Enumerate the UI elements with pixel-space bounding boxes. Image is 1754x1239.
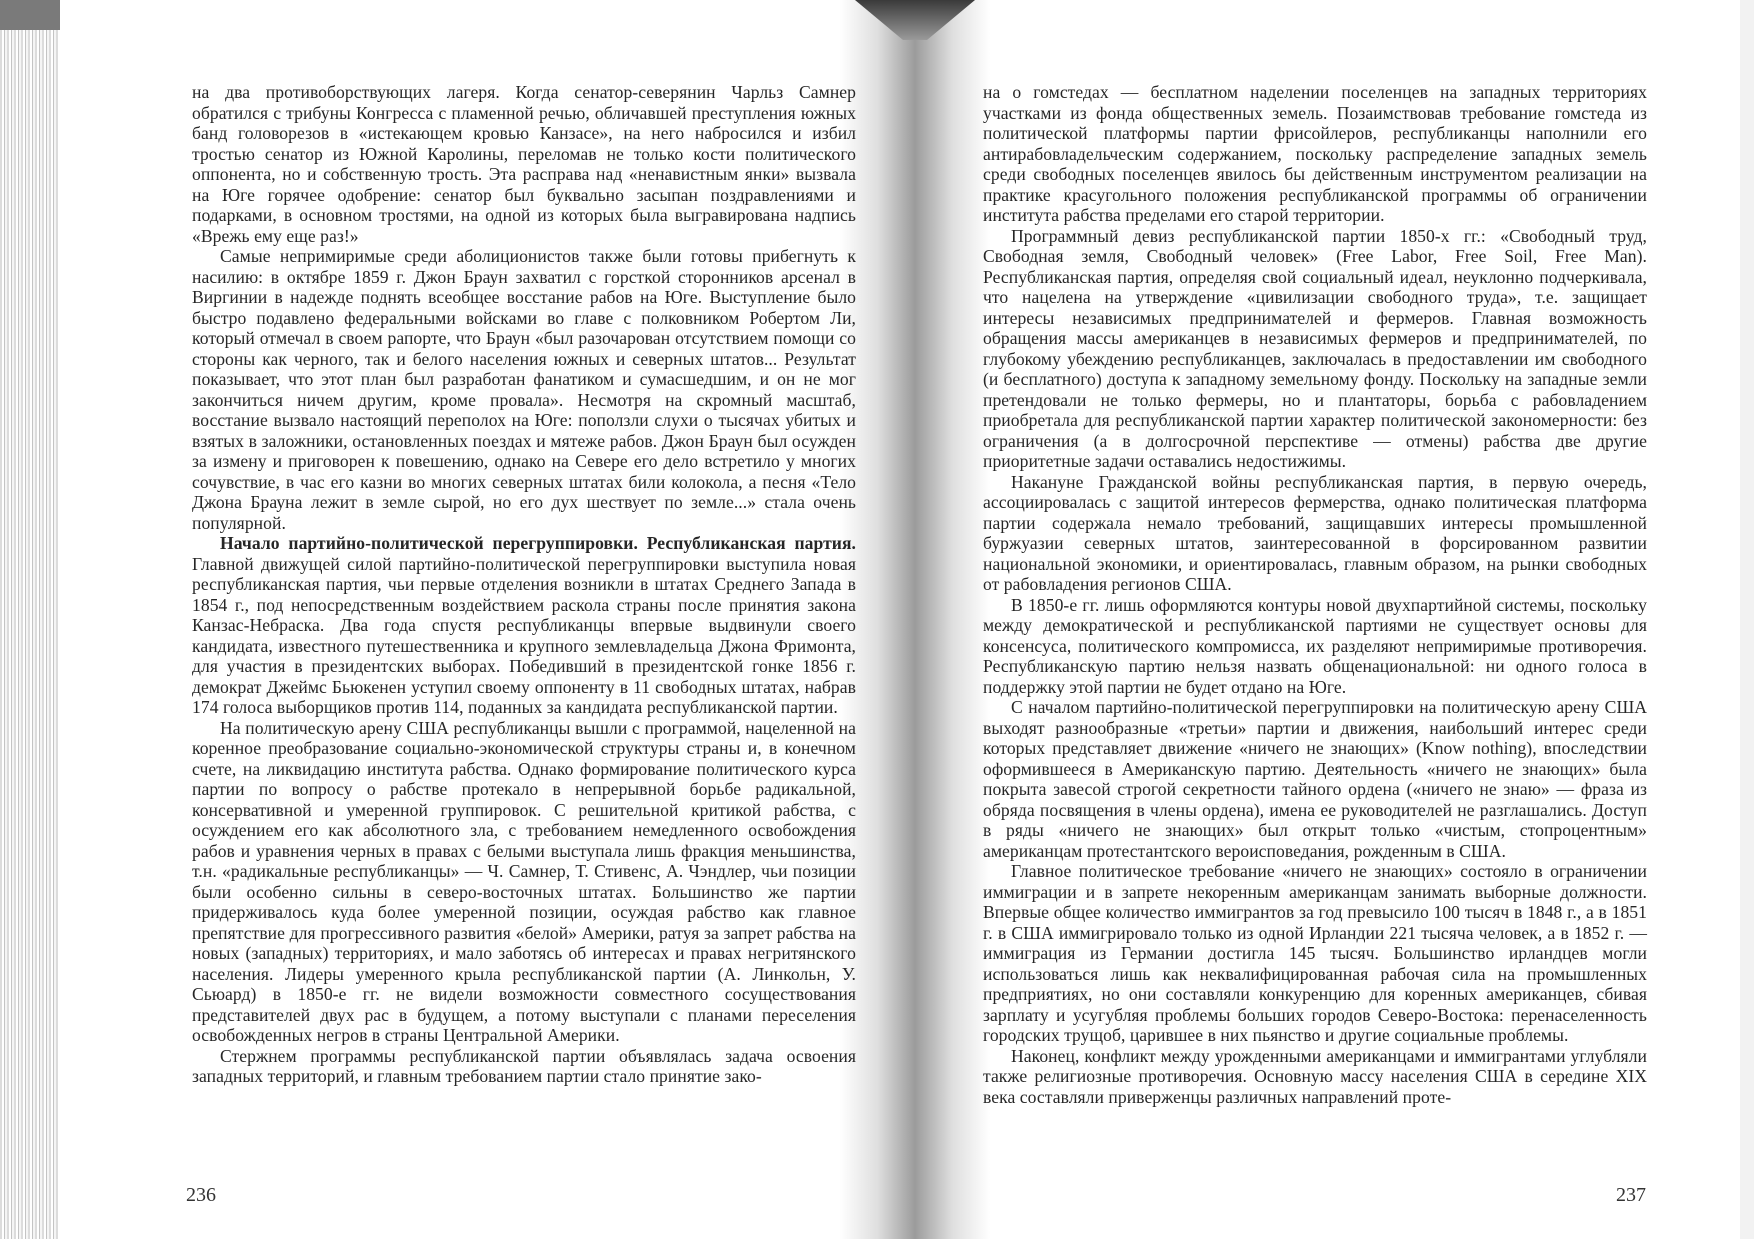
paragraph: на два противоборствующих лагеря. Когда сенатор-северянин Чарльз Самнер обратился с трибуны Конгресса с пламенной речью, обличавшей преступления южных банд головорезов в «истекающем кровью Канзасе», на него набросился и избил тростью сенатор из Южной Каролины, переломав не только кости политического оппонента, но и собственную трость. Эта расправа над «ненавистным янки» вызвала на Юге горячее одобрение: сенатор был буквально засыпан поздравлениями и подарками, в основном тростями, на одной из которых была выгравирована надпись «Врежь ему еще раз!» [192,82,856,246]
paragraph: Накануне Гражданской войны республиканская партия, в первую очередь, ассоциировалась с защитой интересов фермерства, однако политическая платформа партии содержала немало требований, защищавших интересы промышленной буржуазии северных штатов, заинтересованной в форсированном развитии национальной экономики, и ориентировалась, главным образом, на рынки свободных от рабовладения регионов США. [983,471,1647,594]
right-page-text [983,82,1647,1107]
left-page-edge [0,0,60,1239]
paragraph: Самые непримиримые среди аболиционистов также были готовы прибегнуть к насилию: в октябре 1859 г. Джон Браун захватил с горсткой сторонников арсенал в Виргинии в надежде поднять всеобщее восстание рабов на Юге. Выступление было быстро подавлено федеральными войсками во главе с полковником Робертом Ли, который отмечал в своем рапорте, что Браун «был разочарован отсутствием помощи со стороны как черного, так и белого населения южных и северных штатов... Результат показывает, что этот план был разработан фанатиком и сумасшедшим, и он не мог закончиться ничем другим, кроме провала». Несмотря на скромный масштаб, восстание вызвало настоящий переполох на Юге: поползли слухи о тысячах убитых и взятых в заложники, остановленных поездах и мятеже рабов. Джон Браун был осужден за измену и приговорен к повешению, однако на Севере его дело встретило у многих сочувствие, в час его казни во многих северных штатах били колокола, а песня «Тело Джона Брауна лежит в земле сырой, но его дух шествует по земле...» стала очень популярной. [192,246,856,533]
paragraph: Наконец, конфликт между урожденными американцами и иммигрантами углубляли также религиозные противоречия. Основную массу населения США в середине XIX века составляли приверженцы различных направлений проте- [983,1045,1647,1107]
paragraph: на о гомстедах — бесплатном наделении поселенцев на западных территориях участками из фонда общественных земель. Позаимствовав требование гомстеда из политической платформы партии фрисойлеров, республиканцы наполнили его антирабовладельческим содержанием, поскольку распределение западных земель среди свободных поселенцев явилось бы действенным инструментом реализации на практике красугольного положения республиканской программы об ограничении института рабства пределами его старой территории. [983,82,1647,225]
paragraph [192,533,856,718]
paragraph: Главное политическое требование «ничего не знающих» состояло в ограничении иммиграции и в запрете некоренным американцам занимать выборные должности. Впервые общее количество иммигрантов за год превысило 100 тысяч в 1848 г., а в 1851 г. в США иммигрировало только из одной Ирландии 221 тысяча человек, а в 1852 г. — иммиграция из Германии достигла 145 тысяч. Большинство ирландцев могли использоваться лишь как неквалифицированная рабочая сила на промышленных предприятиях, но они составляли конкуренцию для коренных американцев, сбивая зарплату и усугубляя проблемы больших городов Северо-Востока: перенаселенность городских трущоб, царившее в них пьянство и другие социальные проблемы. [983,861,1647,1045]
right-page-edge [1740,0,1754,1239]
paragraph: На политическую арену США республиканцы вышли с программой, нацеленной на коренное преобразование социально-экономической структуры страны и, в конечном счете, на ликвидацию института рабства. Однако формирование политического курса партии по вопросу о рабстве протекало в непрерывной борьбе радикальной, консервативной и умеренной группировок. С решительной критикой рабства, с осуждением его как абсолютного зла, с требованием немедленного освобождения рабов и уравнения черных в правах с белыми выступала лишь фракция меньшинства, т.н. «радикальные республиканцы» — Ч. Самнер, Т. Стивенс, А. Чэндлер, чьи позиции были особенно сильны в северо-восточных штатах. Большинство же партии придерживалось куда более умеренной позиции, осуждая рабство как главное препятствие для прогрессивного развития «белой» Америки, ратуя за запрет рабства на новых (западных) территориях, и мало заботясь об интересах и правах негритянского населения. Лидеры умеренного крыла республиканской партии (А. Линкольн, У. Сьюард) в 1850-е гг. не видели возможности совместного сосуществования представителей двух рас в будущем, а потому выступали с планами переселения освобожденных негров в страны Центральной Америки. [192,717,856,1045]
paragraph: Стержнем программы республиканской партии объявлялась задача освоения западных территорий, и главным требованием партии стало принятие зако- [192,1045,856,1086]
section-heading: Начало партийно-политической перегруппировки. Республиканская партия. [220,533,856,553]
paragraph-body: Главной движущей силой партийно-политической перегруппировки выступила новая республиканская партия, чьи первые отделения возникли в штатах Среднего Запада в 1854 г., под непосредственным воздействием раскола страны после принятия закона Канзас-Небраска. Два года спустя республиканцы впервые выдвинули своего кандидата, известного путешественника и крупного землевладельца Джона Фримонта, для участия в президентских выборах. Победивший в президентской гонке 1856 г. демократ Джеймс Бьюкенен уступил своему оппоненту в 11 свободных штатах, набрав 174 голоса выборщиков против 114, поданных за кандидата республиканской партии. [192,553,856,717]
left-page-edge-shadow [0,0,60,30]
book-gutter [840,0,990,1239]
paragraph: Программный девиз республиканской партии 1850-х гг.: «Свободный труд, Свободная земля, Свободный человек» (Free Labor, Free Soil, Free Man). Республиканская партия, определяя свой социальный идеал, неуклонно подчеркивала, что нацелена на утверждение «цивилизации свободного труда», т.е. защищает интересы независимых предпринимателей и фермеров. Главная возможность обращения массы американцев в независимых фермеров и предпринимателей, по глубокому убеждению республиканцев, заключалась в предоставлении им свободного (и бесплатного) доступа к западному земельному фонду. Поскольку на западные земли претендовали не только фермеры, но и плантаторы, борьба с рабовладением приобретала для республиканской партии характер политической закономерности: без ограничения (а в долгосрочной перспективе — отмены) рабства две другие приоритетные задачи оставались недостижимы. [983,225,1647,471]
page-number-left: 236 [186,1184,216,1206]
left-page-text [192,82,856,1087]
paragraph: В 1850-е гг. лишь оформляются контуры новой двухпартийной системы, поскольку между демократической и республиканской партиями не существует основы для консенсуса, политического компромисса, их разделяют непримиримые противоречия. Республиканскую партию нельзя назвать общенациональной: ни одного голоса в поддержку этой партии не будет отдано на Юге. [983,594,1647,697]
paragraph: С началом партийно-политической перегруппировки на политическую арену США выходят разнообразные «третьи» партии и движения, наибольший интерес среди которых представляет движение «ничего не знающих» (Know nothing), впоследствии оформившееся в Американскую партию. Деятельность «ничего не знающих» была покрыта завесой строгой секретности тайного ордена («ничего не знаю» — фраза из обряда посвящения в члены ордена), имена ее руководителей не разглашались. Доступ в ряды «ничего не знающих» был открыт только «чистым, стопроцентным» американцам протестантского вероисповедания, рожденным в США. [983,697,1647,861]
page-number-right: 237 [1616,1184,1646,1206]
